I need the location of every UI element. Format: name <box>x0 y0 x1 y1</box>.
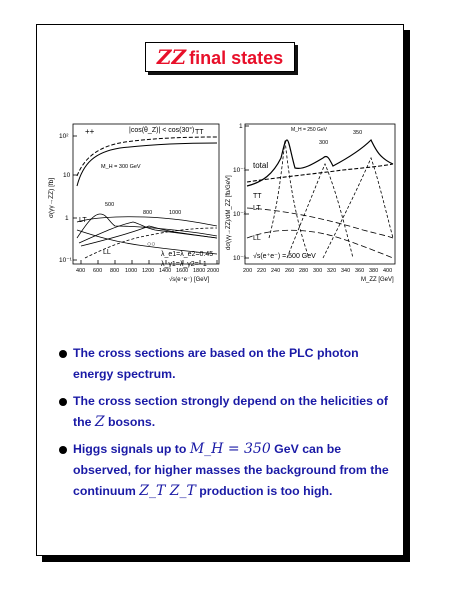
left-ytick-3: 10⁻¹ <box>59 257 72 264</box>
right-curve-250 <box>269 140 309 258</box>
left-curve-pp <box>77 143 217 186</box>
right-ytick-2: 10⁻² <box>233 211 246 218</box>
right-curve-bg-dashed <box>247 164 393 182</box>
right-ytick-1: 10⁻¹ <box>233 167 246 174</box>
bullet-3-math: M_H = 350 <box>189 441 271 457</box>
right-xtick-9: 380 <box>369 268 379 274</box>
left-xtick-2: 800 <box>110 268 120 274</box>
left-xlabel: √s(e⁺e⁻) [GeV] <box>169 277 210 283</box>
left-label-lt: LT <box>79 217 87 224</box>
bullet-3-math2: Z_T Z_T <box>139 483 196 499</box>
right-label-total: total <box>253 161 269 170</box>
left-plot <box>45 118 225 286</box>
left-label-1000: 1000 <box>169 210 182 216</box>
slide-title <box>145 42 295 72</box>
right-curve-total <box>247 140 393 186</box>
left-label-pp: ++ <box>85 127 95 136</box>
left-ytick-0: 10² <box>59 133 69 140</box>
left-xtick-7: 1800 <box>193 268 206 274</box>
right-plot <box>223 118 399 286</box>
right-xtick-1: 220 <box>257 268 267 274</box>
left-ytick-2: 1 <box>65 215 69 222</box>
left-label-cut: |cos(θ_Z)| < cos(30°) <box>129 127 195 134</box>
bullet-1-text: The cross sections are based on the PLC photon energy spectrum. <box>73 346 359 381</box>
right-xtick-4: 280 <box>299 268 309 274</box>
bullet-3-mid: GeV can be observed, for higher masses the background from the continuum <box>73 442 389 498</box>
right-xtick-7: 340 <box>341 268 351 274</box>
bullet-dot <box>59 398 67 406</box>
right-xlabel: M_ZZ [GeV] <box>361 277 394 283</box>
right-curve-300 <box>287 164 353 258</box>
left-xtick-1: 600 <box>93 268 103 274</box>
left-label-mh: M_H = 300 GeV <box>101 164 141 170</box>
title-text: final states <box>189 48 284 68</box>
right-ylabel: dσ(γγ→ZZ)/dM_ZZ [fb/GeV] <box>226 175 232 250</box>
title-math: ZZ <box>156 45 187 69</box>
slide <box>36 24 404 556</box>
right-curve-350 <box>323 158 393 258</box>
left-curve-lt <box>77 217 217 226</box>
left-xtick-5: 1400 <box>159 268 172 274</box>
right-label-350: 350 <box>353 130 363 136</box>
left-label-500: 500 <box>105 202 115 208</box>
left-ytick-1: 10 <box>63 172 71 179</box>
bullet-dot <box>59 350 67 358</box>
right-ytick-3: 10⁻³ <box>233 255 246 262</box>
left-xtick-8: 2000 <box>207 268 220 274</box>
left-label-lam1: λ_e1=λ_e2=0.45 <box>161 251 214 258</box>
bullet-2-post: bosons. <box>108 415 156 429</box>
left-label-lam2: λ_γ1=λ_γ2=−1 <box>161 261 207 268</box>
left-label-tt: TT <box>195 129 204 136</box>
bullet-item <box>59 391 389 433</box>
right-xtick-5: 300 <box>313 268 323 274</box>
right-label-tt: TT <box>253 193 262 200</box>
left-plot-frame <box>73 124 219 264</box>
bullet-dot <box>59 446 67 454</box>
left-label-ll: LL <box>103 249 111 256</box>
right-xtick-8: 360 <box>355 268 365 274</box>
right-label-sqrt: √s(e⁺e⁻) = 500 GeV <box>253 253 316 260</box>
bullet-2-math: Z <box>94 414 105 430</box>
right-xtick-3: 260 <box>285 268 295 274</box>
right-label-300: 300 <box>319 140 329 146</box>
bullet-3-pre: Higgs signals up to <box>73 442 187 456</box>
bullet-item <box>59 439 389 502</box>
left-ylabel: σ(γγ→ZZ) [fb] <box>48 177 55 218</box>
left-xtick-3: 1000 <box>125 268 138 274</box>
left-xtick-4: 1200 <box>142 268 155 274</box>
right-xtick-2: 240 <box>271 268 281 274</box>
left-label-800: 800 <box>143 210 153 216</box>
right-curve-lt <box>247 208 393 238</box>
bullet-item <box>59 343 389 385</box>
right-xtick-6: 320 <box>327 268 337 274</box>
right-label-ll: LL <box>253 235 261 242</box>
right-label-lt: LT <box>253 205 261 212</box>
bullet-list <box>59 343 389 508</box>
bullet-2-pre: The cross section strongly depend on the helicities of the <box>73 394 388 429</box>
right-xtick-10: 400 <box>383 268 393 274</box>
left-label-oo: ○○ <box>147 241 156 248</box>
right-label-mh: M_H = 250 GeV <box>291 127 327 133</box>
right-xtick-0: 200 <box>243 268 253 274</box>
left-xtick-6: 1600 <box>176 268 189 274</box>
right-ytick-0: 1 <box>239 123 243 130</box>
bullet-3-post: production is too high. <box>199 484 333 498</box>
left-xtick-0: 400 <box>76 268 86 274</box>
